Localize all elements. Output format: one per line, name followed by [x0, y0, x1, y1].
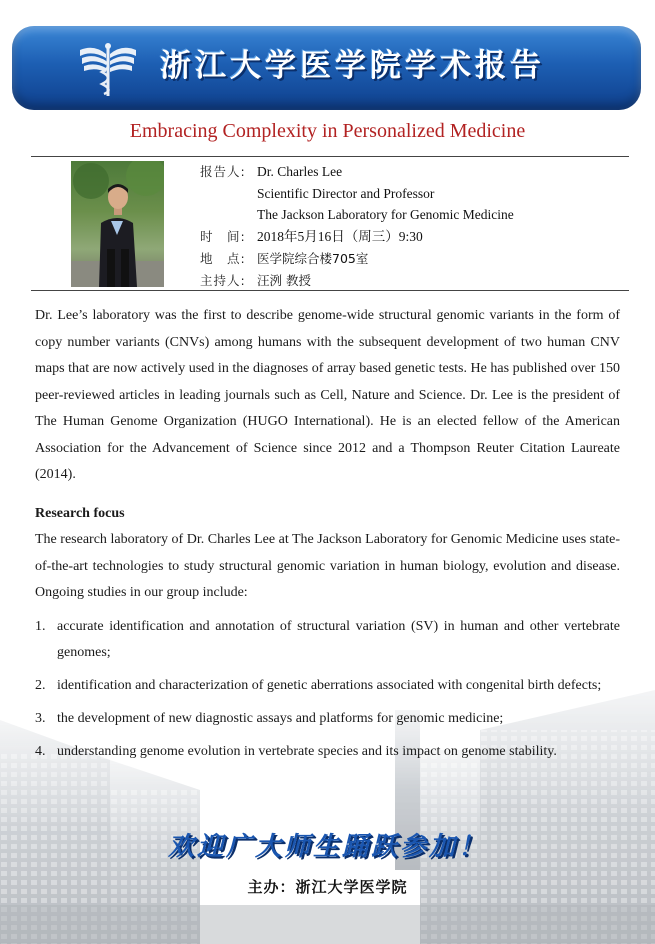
- affiliation-label: [200, 204, 257, 226]
- list-item-number: 3.: [35, 711, 46, 726]
- header-banner: [12, 26, 641, 110]
- host-label: 主持人:: [200, 272, 246, 288]
- info-row-speaker: [200, 161, 514, 183]
- organizer-line: 主办：浙江大学医学院: [247, 878, 408, 896]
- talk-title: Embracing Complexity in Personalized Medicine: [129, 120, 526, 142]
- list-item: [35, 706, 620, 732]
- position-label: [200, 183, 257, 205]
- speaker-affiliation: The Jackson Laboratory for Genomic Medicine: [257, 207, 514, 223]
- info-row-host: [200, 270, 514, 292]
- list-item-text: accurate identification and annotation of structural variation (SV) in human and other vertebrate genomes;: [57, 619, 620, 660]
- list-item-text: understanding genome evolution in vertebrate species and its impact on genome stability.: [57, 744, 557, 759]
- talk-time: 2018年5月16日（周三）9:30: [257, 229, 423, 245]
- divider-top: [31, 156, 629, 157]
- speaker-figure-icon: [71, 161, 164, 287]
- talk-host: 汪洌 教授: [257, 272, 311, 288]
- speaker-info: [200, 161, 514, 291]
- info-row-position: [200, 183, 514, 205]
- list-item: [35, 739, 620, 765]
- research-focus-heading: Research focus: [35, 506, 125, 521]
- info-row-location: [200, 248, 514, 270]
- medical-caduceus-logo-icon: [76, 40, 140, 100]
- list-item-text: identification and characterization of genetic aberrations associated with congenital birth defects;: [57, 678, 602, 693]
- list-item-number: 2.: [35, 678, 46, 693]
- list-item: [35, 614, 620, 666]
- divider-bottom: [31, 290, 629, 291]
- banner-title: 浙江大学医学院学术报告: [160, 48, 545, 84]
- list-item: [35, 673, 620, 699]
- research-list: [35, 614, 620, 772]
- speaker-bio: Dr. Lee’s laboratory was the first to describe genome-wide structural genomic variants in the form of copy number variants (CNVs) among humans with the subsequent development of two human CNV maps that are now actively used in the diagnoses of array based genetic tests. He has published over 150 peer-reviewed articles in leading journals such as Cell, Nature and Science. Dr. Lee is the president of The Human Genome Organization (HUGO International). He is an elected fellow of the American Association for the Advancement of Science since 2012 and a Thompson Reuter Citation Laureate (2014).: [35, 308, 620, 482]
- info-row-affiliation: [200, 204, 514, 226]
- list-item-text: the development of new diagnostic assays and platforms for genomic medicine;: [57, 711, 504, 726]
- welcome-slogan: 欢迎广大师生踊跃参加！: [167, 832, 487, 862]
- time-label: 时 间:: [200, 229, 246, 245]
- speaker-name: Dr. Charles Lee: [257, 164, 343, 179]
- speaker-label: 报告人:: [200, 164, 246, 179]
- speaker-photo: [71, 161, 164, 287]
- list-item-number: 1.: [35, 619, 46, 634]
- speaker-position: Scientific Director and Professor: [257, 185, 435, 201]
- talk-location: 医学院综合楼705室: [257, 250, 369, 266]
- research-focus-text: The research laboratory of Dr. Charles Lee at The Jackson Laboratory for Genomic Medicine uses state-of-the-art technologies to study structural genomic variation in human biology, evolution and disease. Ongoing studies in our group include:: [35, 532, 620, 600]
- list-item-number: 4.: [35, 744, 46, 759]
- location-label: 地 点:: [200, 250, 246, 266]
- info-row-time: [200, 226, 514, 248]
